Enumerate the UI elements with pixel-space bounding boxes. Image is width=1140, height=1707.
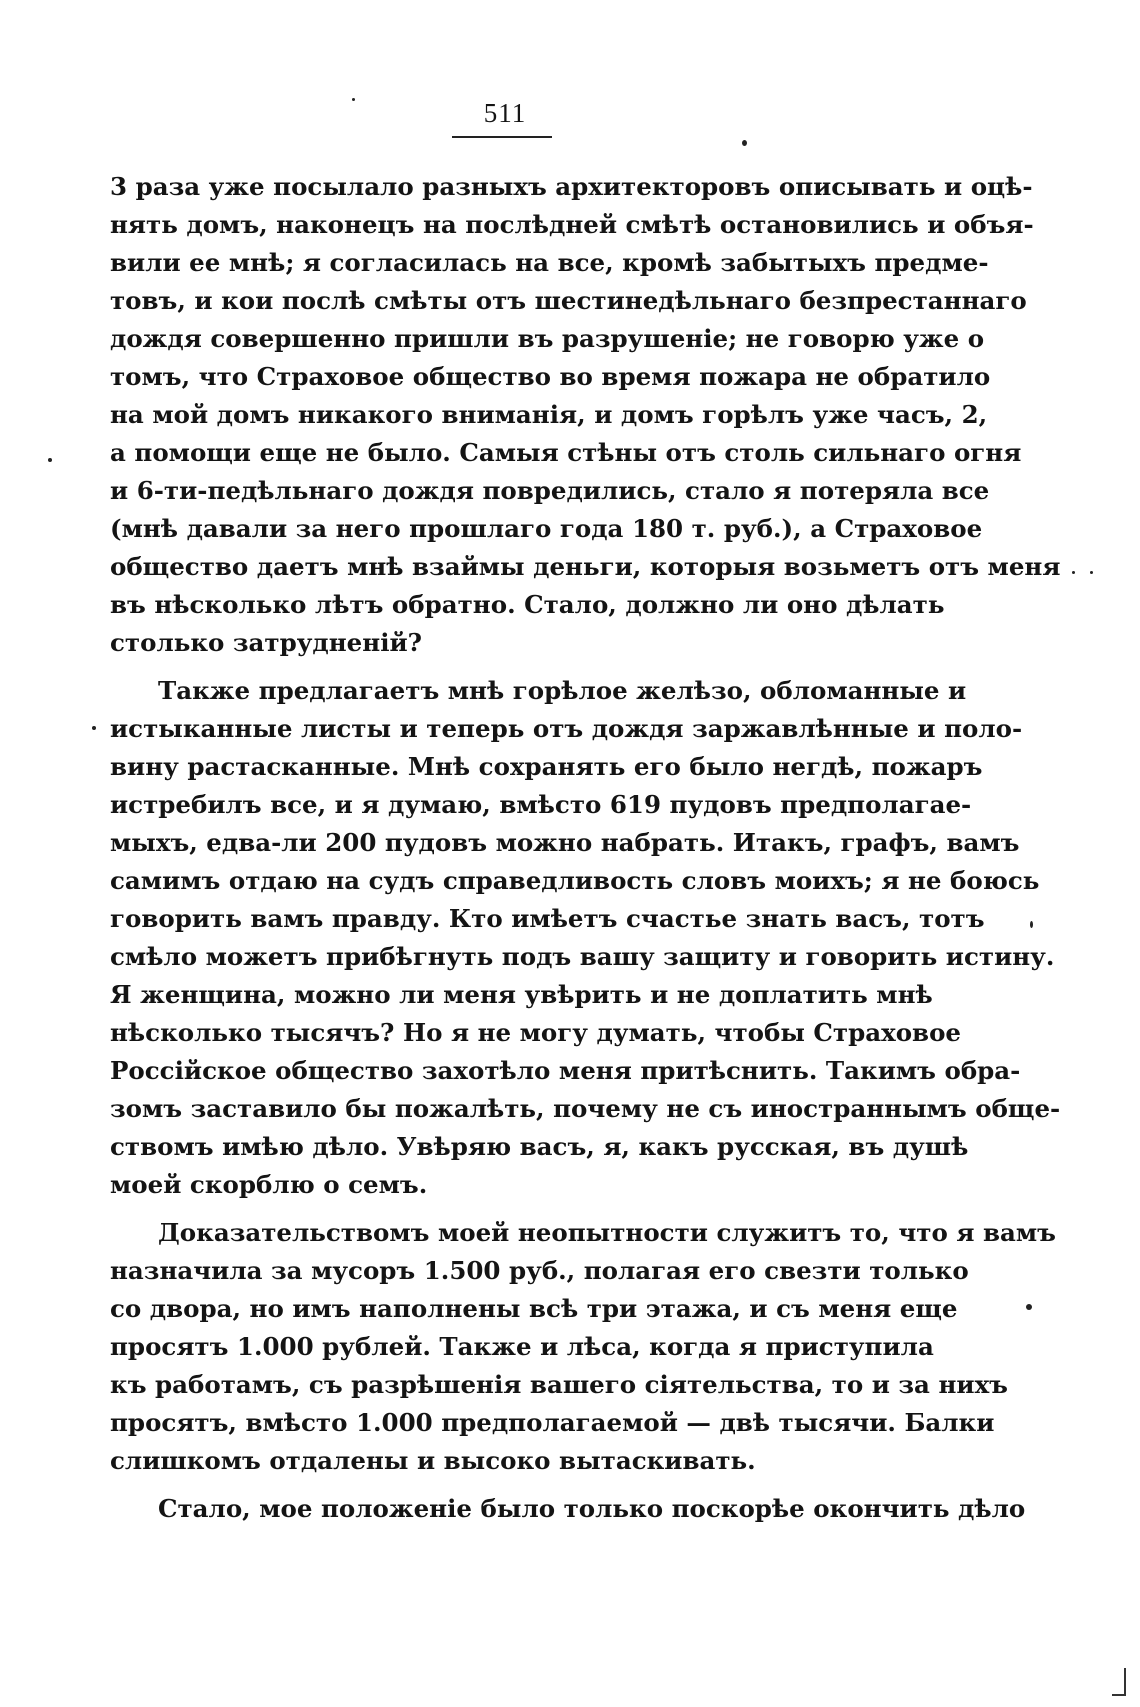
- text-line: нять домъ, наконецъ на послѣдней смѣтѣ остановились и объя-: [110, 210, 1034, 239]
- text-line: вину растасканные. Мнѣ сохранять его было негдѣ, пожаръ: [110, 752, 983, 781]
- text-line: слишкомъ отдалены и высоко вытаскивать.: [110, 1446, 756, 1475]
- text-line: въ нѣсколько лѣтъ обратно. Стало, должно ли оно дѣлать: [110, 590, 945, 619]
- paragraph: [110, 168, 1061, 662]
- text-line: Я женщина, можно ли меня увѣрить и не доплатить мнѣ: [110, 980, 933, 1009]
- text-line: говорить вамъ правду. Кто имѣетъ счастье знать васъ, тотъ: [110, 904, 985, 933]
- text-line: просятъ 1.000 рублей. Также и лѣса, когда я приступила: [110, 1332, 934, 1361]
- body-text: [110, 168, 1061, 1528]
- scan-speck: [1090, 571, 1093, 574]
- text-line: столько затрудненiй?: [110, 628, 423, 657]
- text-line: Также предлагаетъ мнѣ горѣлое желѣзо, обломанные и: [158, 676, 967, 705]
- text-line: самимъ отдаю на судъ справедливость словъ моихъ; я не боюсь: [110, 866, 1040, 895]
- text-line: зомъ заставило бы пожалѣть, почему не съ иностраннымъ обще-: [110, 1094, 1061, 1123]
- page-number: 511: [483, 98, 527, 128]
- text-line: къ работамъ, съ разрѣшенiя вашего сiятельства, то и за нихъ: [110, 1370, 1008, 1399]
- text-line: смѣло можетъ прибѣгнуть подъ вашу защиту и говорить истину.: [110, 942, 1055, 971]
- text-line: товъ, и кои послѣ смѣты отъ шестинедѣльнаго безпрестаннаго: [110, 286, 1027, 315]
- text-line: нѣсколько тысячъ? Но я не могу думать, чтобы Страховое: [110, 1018, 962, 1047]
- text-line: моей скорблю о семъ.: [110, 1170, 428, 1199]
- text-line: и 6-ти-педѣльнаго дождя повредились, стало я потеряла все: [110, 476, 990, 505]
- scan-speck: [1030, 921, 1033, 928]
- scan-speck: [352, 98, 355, 101]
- text-line: назначила за мусоръ 1.500 руб., полагая его свезти только: [110, 1256, 969, 1285]
- text-line: (мнѣ давали за него прошлаго года 180 т. руб.), а Страховое: [110, 514, 983, 543]
- text-line: общество даетъ мнѣ взаймы деньги, которыя возьметъ отъ меня: [110, 552, 1061, 581]
- scan-speck: [48, 458, 52, 462]
- text-line: дождя совершенно пришли въ разрушенiе; не говорю уже о: [110, 324, 985, 353]
- scan-speck: [1072, 571, 1075, 574]
- paragraph: [110, 1490, 1026, 1528]
- text-line: 3 раза уже посылало разныхъ архитекторовъ описывать и оцѣ-: [110, 172, 1033, 201]
- text-line: ствомъ имѣю дѣло. Увѣряю васъ, я, какъ русская, въ душѣ: [110, 1132, 969, 1161]
- text-line: мыхъ, едва-ли 200 пудовъ можно набрать. Итакъ, графъ, вамъ: [110, 828, 1020, 857]
- text-line: просятъ, вмѣсто 1.000 предполагаемой — двѣ тысячи. Балки: [110, 1408, 995, 1437]
- paragraph: [110, 1214, 1056, 1480]
- paragraph: [110, 672, 1061, 1204]
- text-line: истыканные листы и теперь отъ дождя заржавлѣнные и поло-: [110, 714, 1023, 743]
- text-line: Россiйское общество захотѣло меня притѣснить. Такимъ обра-: [110, 1056, 1021, 1085]
- text-line: томъ, что Страховое общество во время пожара не обратило: [110, 362, 991, 391]
- scan-speck: [742, 140, 747, 146]
- scan-speck: [92, 726, 96, 730]
- text-line: со двора, но имъ наполнены всѣ три этажа, и съ меня еще: [110, 1294, 958, 1323]
- page-number-rule: [452, 136, 552, 138]
- text-line: вили ее мнѣ; я согласилась на все, кромѣ забытыхъ предме-: [110, 248, 989, 277]
- text-line: а помощи еще не было. Самыя стѣны отъ столь сильнаго огня: [110, 438, 1022, 467]
- text-line: Доказательствомъ моей неопытности служитъ то, что я вамъ: [158, 1218, 1056, 1247]
- scan-corner-mark: [1112, 1668, 1126, 1696]
- text-line: истребилъ все, и я думаю, вмѣсто 619 пудовъ предполагае-: [110, 790, 972, 819]
- text-line: Стало, мое положенiе было только поскорѣе окончить дѣло: [158, 1494, 1026, 1523]
- text-line: на мой домъ никакого вниманiя, и домъ горѣлъ уже часъ, 2,: [110, 400, 988, 429]
- scan-speck: [1026, 1304, 1032, 1310]
